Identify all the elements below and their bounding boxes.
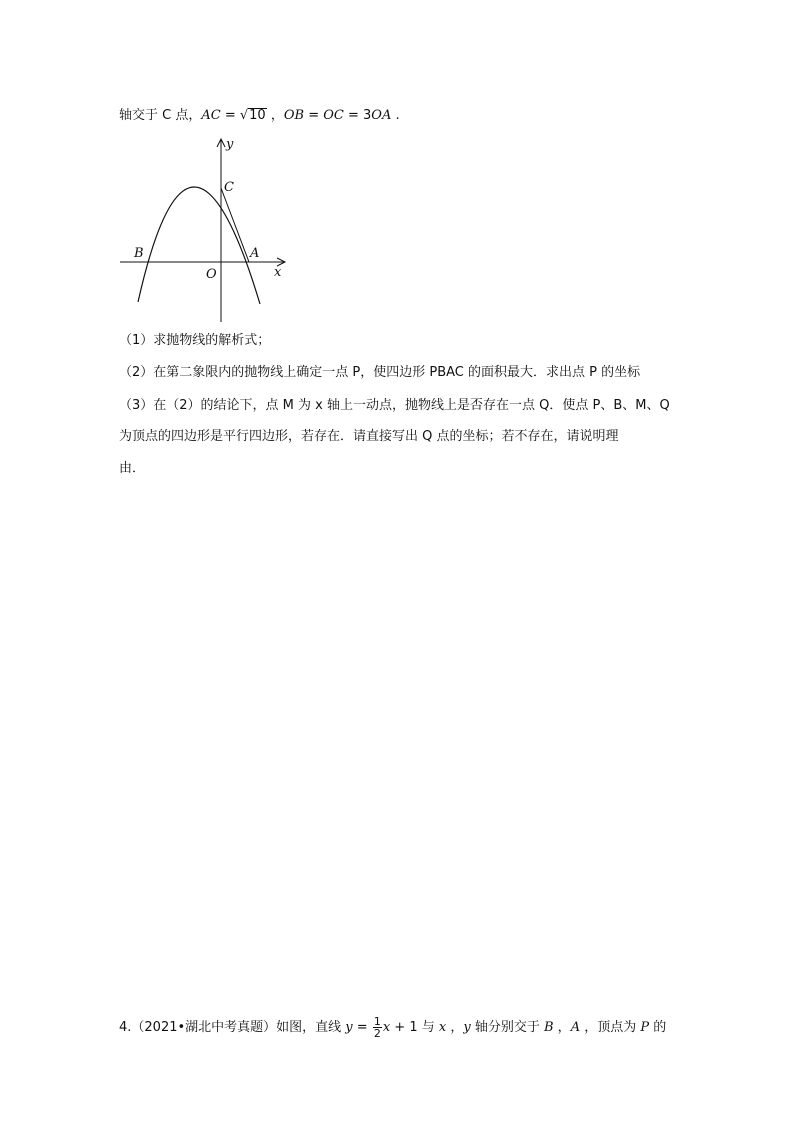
p4-comma: ， [446, 1020, 464, 1035]
p4-eq: = [352, 1020, 372, 1035]
question-2: （2）在第二象限内的抛物线上确定一点 P，使四边形 PBAC 的面积最大．求出点 P 的坐标 [119, 365, 641, 380]
sqrt-icon: √ [239, 108, 249, 123]
p4-y: y [345, 1020, 353, 1035]
parabola-curve [138, 187, 260, 304]
p4-x: x [382, 1020, 391, 1035]
ob-symbol: OB [283, 108, 305, 123]
question-3-line-2: 为顶点的四边形是平行四边形，若存在．请直接写出 Q 点的坐标；若不存在，请说明理 [119, 429, 619, 444]
sep: ， [266, 108, 284, 123]
p4-end: 的 [649, 1020, 667, 1035]
equals-2: = [304, 108, 324, 123]
intro-text: 轴交于 C 点， [119, 108, 202, 123]
fraction-denominator: 2 [373, 1027, 381, 1040]
label-x: x [274, 265, 282, 280]
parabola-figure [118, 132, 298, 327]
question-3-line-1: （3）在（2）的结论下，点 M 为 x 轴上一动点，抛物线上是否存在一点 Q．使点 P、B、M、Q [119, 398, 670, 413]
label-y: y [226, 137, 234, 152]
fraction-one-half [373, 1016, 382, 1039]
label-o: O [206, 267, 217, 282]
p4-b: B [543, 1020, 554, 1035]
equals-1: = [220, 108, 240, 123]
problem-4-prefix: 4.（2021•湖北中考真题）如图，直线 [119, 1020, 346, 1035]
intro-end: . [391, 108, 400, 123]
p4-plus: + 1 与 [390, 1020, 439, 1035]
equals-3: = 3 [343, 108, 372, 123]
problem-4-line [119, 1016, 666, 1039]
p4-x2: x [438, 1020, 447, 1035]
question-1: （1）求抛物线的解析式； [119, 333, 271, 348]
p4-tail: ，顶点为 [580, 1020, 641, 1035]
question-3-line-3: 由． [119, 461, 146, 476]
intro-line [119, 107, 400, 125]
fraction-numerator: 1 [373, 1015, 381, 1028]
ac-symbol: AC [201, 108, 221, 123]
p4-y2: y [463, 1020, 471, 1035]
p4-a: A [570, 1020, 581, 1035]
label-c: C [224, 180, 234, 195]
p4-comma2: ， [553, 1020, 571, 1035]
label-a: A [250, 246, 260, 261]
p4-mid: 轴分别交于 [470, 1020, 544, 1035]
label-b: B [134, 246, 144, 261]
oc-symbol: OC [323, 108, 344, 123]
sqrt-value: 10 [249, 108, 266, 123]
segment-ac [221, 188, 249, 262]
p4-p: P [640, 1020, 650, 1035]
oa-symbol: OA [371, 108, 392, 123]
